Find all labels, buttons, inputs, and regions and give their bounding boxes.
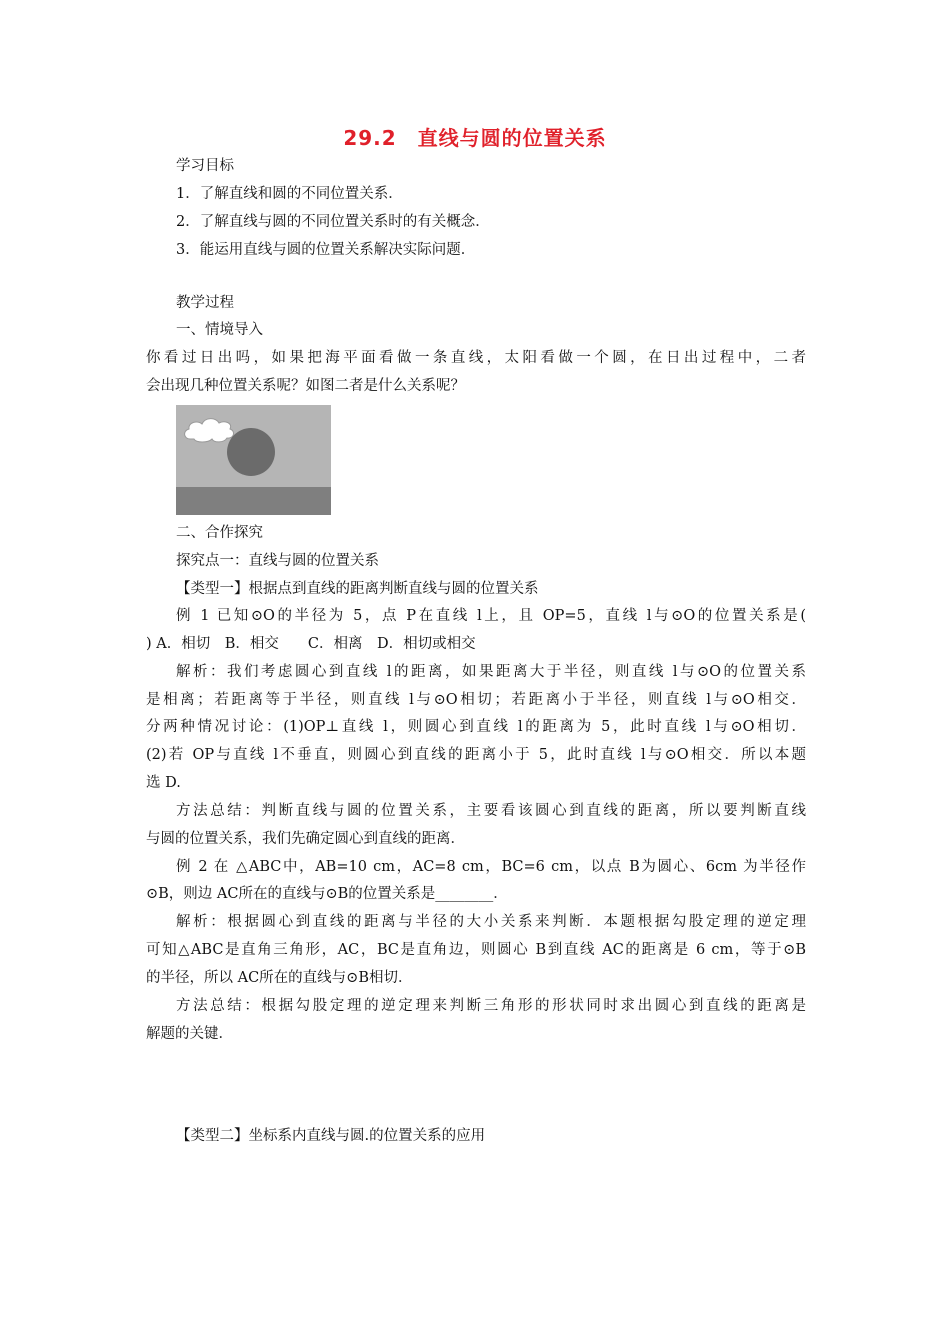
objective-item: 3．能运用直线与圆的位置关系解决实际问题．: [176, 242, 476, 258]
sea-shape: [176, 487, 331, 515]
example1-analysis-line: 解析：我们考虑圆心到直线 l的距离，如果距离大于半径，则直线 l与⊙O的位置关系: [176, 664, 806, 680]
example2-summary-line: 解题的关键．: [146, 1026, 233, 1042]
example2-analysis-line: 解析：根据圆心到直线的距离与半径的大小关系来判断．本题根据勾股定理的逆定理: [176, 914, 806, 930]
example1-analysis-line: 是相离；若距离等于半径，则直线 l与⊙O相切；若距离小于半径，则直线 l与⊙O相交．: [146, 692, 806, 708]
process-heading: 教学过程: [176, 295, 234, 311]
example1-summary-line: 方法总结：判断直线与圆的位置关系，主要看该圆心到直线的距离，所以要判断直线: [176, 803, 806, 819]
intro-text-line: 会出现几种位置关系呢？如图二者是什么关系呢？: [146, 378, 465, 394]
example1-analysis-line: 选 D.: [146, 775, 181, 791]
explore-point-heading: 探究点一：直线与圆的位置关系: [176, 553, 379, 569]
type2-heading: 【类型二】坐标系内直线与圆.的位置关系的应用: [176, 1128, 486, 1144]
example1-analysis-line: 分两种情况讨论：(1)OP⊥直线 l，则圆心到直线 l的距离为 5，此时直线 l与⊙O相切．: [146, 719, 806, 735]
example2-analysis-line: 可知△ABC是直角三角形，AC，BC是直角边，则圆心 B到直线 AC的距离是 6 cm，等于⊙B: [146, 942, 806, 958]
example2-analysis-line: 的半径，所以 AC所在的直线与⊙B相切．: [146, 970, 413, 986]
example1-summary-line: 与圆的位置关系，我们先确定圆心到直线的距离．: [146, 831, 465, 847]
example2-summary-line: 方法总结：根据勾股定理的逆定理来判断三角形的形状同时求出圆心到直线的距离是: [176, 998, 806, 1014]
example2-line: ⊙B，则边 AC所在的直线与⊙B的位置关系是________．: [146, 886, 508, 902]
explore-heading: 二、合作探究: [176, 525, 263, 541]
objective-item: 2．了解直线与圆的不同位置关系时的有关概念．: [176, 214, 490, 230]
intro-heading: 一、情境导入: [176, 322, 263, 338]
sunrise-illustration: [176, 405, 331, 515]
objectives-heading: 学习目标: [176, 158, 234, 174]
example2-line: 例 2 在 △ABC中，AB=10 cm，AC=8 cm，BC=6 cm，以点 B为圆心、6cm 为半径作: [176, 859, 806, 875]
page-title: 29.2 直线与圆的位置关系: [343, 126, 607, 150]
example1-analysis-line: (2)若 OP与直线 l不垂直，则圆心到直线的距离小于 5，此时直线 l与⊙O相交．所以本题: [146, 747, 806, 763]
objective-item: 1．了解直线和圆的不同位置关系．: [176, 186, 403, 202]
type1-heading: 【类型一】根据点到直线的距离判断直线与圆的位置关系: [176, 581, 539, 597]
intro-text-line: 你看过日出吗，如果把海平面看做一条直线，太阳看做一个圆，在日出过程中，二者: [146, 350, 806, 366]
example1-line: 例 1 已知⊙O的半径为 5，点 P在直线 l上，且 OP=5，直线 l与⊙O的位置关系是(: [176, 608, 806, 624]
example1-line: ) A．相切 B．相交 C．相离 D．相切或相交: [146, 636, 476, 652]
sun-shape: [227, 428, 275, 476]
